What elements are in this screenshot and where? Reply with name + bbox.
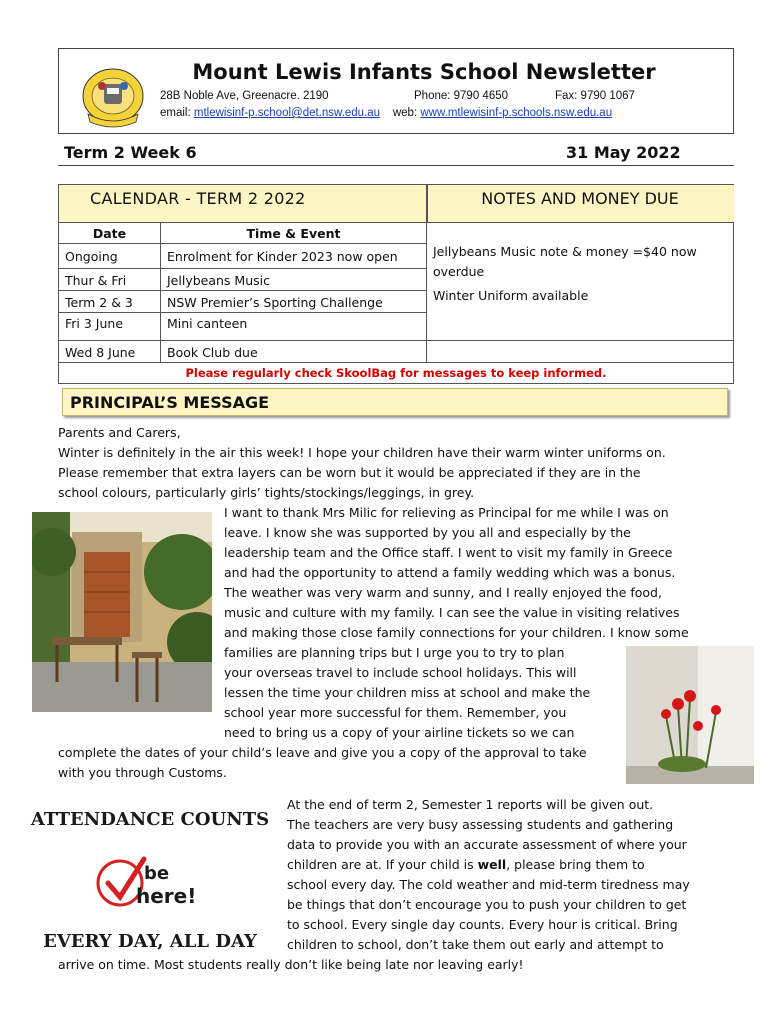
term-week: Term 2 Week 6 — [64, 143, 197, 162]
paragraph-line: Please remember that extra layers can be worn but it would be appreciated if they are in the — [58, 465, 641, 480]
web-label: web: — [392, 107, 421, 119]
school-crest-logo — [80, 66, 146, 132]
row-date: Thur & Fri — [65, 273, 127, 288]
paragraph-line: I want to thank Mrs Milic for relieving as Principal for me while I was on — [224, 505, 669, 520]
school-address: 28B Noble Ave, Greenacre. 2190 — [160, 90, 329, 102]
row-date: Term 2 & 3 — [65, 295, 133, 310]
paragraph-line: leadership team and the Office staff. I went to visit my family in Greece — [224, 545, 673, 560]
grid-line — [59, 362, 733, 363]
poppies-photo — [626, 646, 754, 784]
notes-item: Winter Uniform available — [433, 288, 589, 303]
grid-line — [426, 185, 427, 362]
col-header-date: Date — [92, 226, 127, 241]
here-text: here! — [136, 884, 197, 908]
paragraph-line: leave. I know she was supported by you all and especially by the — [224, 525, 631, 540]
paragraph-line: be things that don’t encourage you to push your children to get — [287, 897, 687, 912]
school-fax: Fax: 9790 1067 — [555, 90, 635, 102]
skoolbag-reminder: Please regularly check SkoolBag for messages to keep informed. — [185, 366, 607, 380]
notes-title: NOTES AND MONEY DUE — [481, 189, 679, 208]
notes-line: overdue — [433, 264, 485, 279]
text-span: , please bring them to — [506, 857, 645, 872]
row-date: Wed 8 June — [65, 345, 136, 360]
paragraph-line: lessen the time your children miss at school and make the — [224, 685, 591, 700]
paragraph-line: families are planning trips but I urge you to try to plan — [224, 645, 565, 660]
be-text: be — [144, 863, 170, 884]
row-date: Fri 3 June — [65, 316, 124, 331]
email-link[interactable]: mtlewisinf-p.school@det.nsw.edu.au — [193, 107, 381, 119]
paragraph-line — [287, 855, 645, 875]
paragraph-line: and making those close family connections for your children. I know some — [224, 625, 689, 640]
row-event: NSW Premier’s Sporting Challenge — [167, 295, 383, 310]
contact-line — [160, 107, 612, 119]
paragraph-line: with you through Customs. — [58, 765, 227, 780]
well-emphasis: well — [477, 857, 507, 872]
paragraph-line: data to provide you with an accurate assessment of where your — [287, 837, 687, 852]
school-phone: Phone: 9790 4650 — [414, 90, 509, 102]
row-event: Book Club due — [167, 345, 258, 360]
notes-item — [433, 242, 723, 282]
grid-line — [59, 312, 426, 313]
paragraph-line: arrive on time. Most students really don’t like being late nor leaving early! — [58, 957, 524, 972]
paragraph-line: At the end of term 2, Semester 1 reports will be given out. — [287, 797, 654, 812]
attendance-top-text: ATTENDANCE COUNTS — [30, 809, 270, 830]
row-event: Mini canteen — [167, 316, 248, 331]
paragraph-line: The weather was very warm and sunny, and I really enjoyed the food, — [224, 585, 662, 600]
paragraph-line: school colours, particularly girls’ tights/stockings/leggings, in grey. — [58, 485, 475, 500]
web-link[interactable]: www.mtlewisinf-p.schools.nsw.edu.au — [420, 107, 613, 119]
calendar-title: CALENDAR - TERM 2 2022 — [90, 189, 306, 208]
email-label: email: — [160, 107, 194, 119]
grid-line — [59, 290, 426, 291]
attendance-counts-graphic — [28, 795, 272, 953]
paragraph-line: to school. Every single day counts. Every hour is critical. Bring — [287, 917, 678, 932]
row-event: Enrolment for Kinder 2023 now open — [167, 249, 398, 264]
attendance-bottom-text: EVERY DAY, ALL DAY — [43, 931, 257, 952]
paragraph-line: school every day. The cold weather and mid-term tiredness may — [287, 877, 690, 892]
row-date: Ongoing — [65, 249, 118, 264]
paragraph-line: The teachers are very busy assessing students and gathering — [287, 817, 674, 832]
issue-date: 31 May 2022 — [566, 143, 681, 162]
courtyard-photo — [32, 512, 212, 712]
paragraph-line: complete the dates of your child’s leave and give you a copy of the approval to take — [58, 745, 587, 760]
paragraph-line: need to bring us a copy of your airline tickets so we can — [224, 725, 575, 740]
paragraph-line: and had the opportunity to attend a family wedding which was a bonus. — [224, 565, 676, 580]
paragraph-line: Winter is definitely in the air this week! I hope your children have their warm winter uniforms on. — [58, 445, 666, 460]
grid-line — [59, 268, 426, 269]
paragraph-line: children to school, don’t take them out early and attempt to — [287, 937, 664, 952]
grid-line — [59, 243, 426, 244]
paragraph-line: school year more successful for them. Remember, you — [224, 705, 567, 720]
notes-line: Jellybeans Music note & money =$40 now — [433, 244, 697, 259]
text-span: children are at. If your child is — [287, 857, 478, 872]
row-event: Jellybeans Music — [167, 273, 270, 288]
paragraph-line: Parents and Carers, — [58, 425, 181, 440]
principal-heading: PRINCIPAL’S MESSAGE — [70, 393, 270, 412]
col-header-event: Time & Event — [246, 226, 341, 241]
newsletter-title: Mount Lewis Infants School Newsletter — [192, 60, 656, 84]
grid-line — [160, 222, 161, 362]
paragraph-line: your overseas travel to include school holidays. This will — [224, 665, 577, 680]
paragraph-line: music and culture with my family. I can see the value in visiting relatives — [224, 605, 680, 620]
